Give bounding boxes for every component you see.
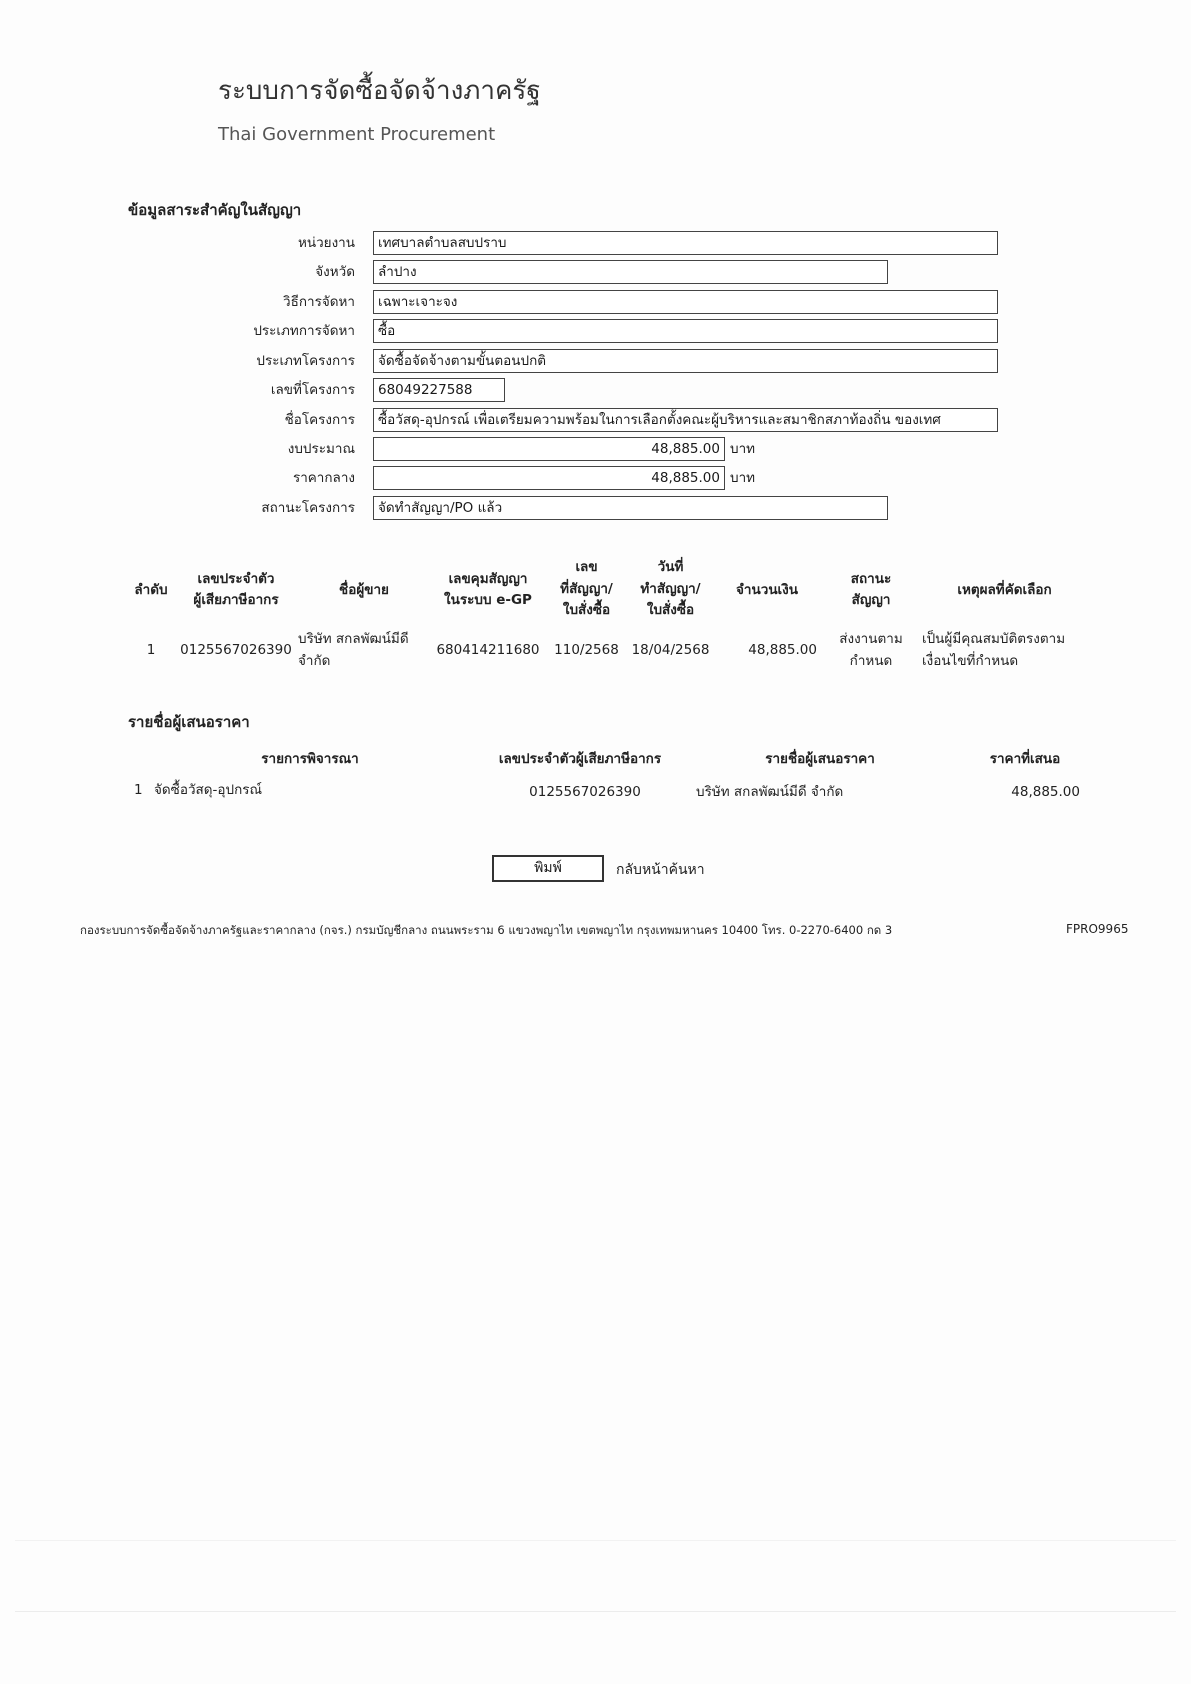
th-egp-2: ในระบบ e-GP xyxy=(444,592,532,608)
bidder-tax-id: 0125567026390 xyxy=(529,784,641,800)
th-date-2: ทำสัญญา/ xyxy=(640,581,701,597)
field-label: ราคากลาง xyxy=(292,470,355,486)
th-reason: เหตุผลที่คัดเลือก xyxy=(957,582,1052,598)
median-price-field: 48,885.00 xyxy=(373,466,725,490)
field-project-type xyxy=(125,349,355,373)
system-subtitle: Thai Government Procurement xyxy=(218,124,496,145)
project-name-field: ซื้อวัสดุ-อุปกรณ์ เพื่อเตรียมความพร้อมในการเลือกตั้งคณะผู้บริหารและสมาชิกสภาท้องถิ่น ของเทศ xyxy=(373,408,998,432)
th-tax-id-2: ผู้เสียภาษีอากร xyxy=(193,592,279,608)
cell-date: 18/04/2568 xyxy=(631,642,710,658)
cell-tax-id: 0125567026390 xyxy=(180,642,292,658)
print-button[interactable]: พิมพ์ xyxy=(492,855,604,882)
th-tax-id-1: เลขประจำตัว xyxy=(197,571,275,587)
budget-unit: บาท xyxy=(730,441,756,457)
cell-reason-2: เงื่อนไขที่กำหนด xyxy=(922,653,1019,669)
cell-status-1: ส่งงานตาม xyxy=(839,631,903,647)
cell-reason-1: เป็นผู้มีคุณสมบัติตรงตาม xyxy=(922,631,1066,647)
field-province xyxy=(125,260,355,284)
bidders-heading: รายชื่อผู้เสนอราคา xyxy=(128,713,250,731)
project-type-field: จัดซื้อจัดจ้างตามขั้นตอนปกติ xyxy=(373,349,998,373)
th-status-1: สถานะ xyxy=(850,571,892,587)
th-egp-1: เลขคุมสัญญา xyxy=(448,571,528,587)
contract-info-heading: ข้อมูลสาระสำคัญในสัญญา xyxy=(128,201,302,219)
cell-status-2: กำหนด xyxy=(849,653,893,669)
field-label: จังหวัด xyxy=(315,264,355,280)
field-label: สถานะโครงการ xyxy=(261,500,355,516)
footer-address: กองระบบการจัดซื้อจัดจ้างภาครัฐและราคากลาง (กจร.) กรมบัญชีกลาง ถนนพระราม 6 แขวงพญาไท เขตพญาไท กรุงเทพมหานคร 10400 โทร. 0-2270-6400 กด 3 xyxy=(80,923,893,937)
th-contract-no-1: เลข xyxy=(575,559,598,575)
field-agency xyxy=(125,231,355,255)
bidder-seq: 1 xyxy=(134,782,143,798)
th-seq: ลำดับ xyxy=(134,582,168,598)
status-field: จัดทำสัญญา/PO แล้ว xyxy=(373,496,888,520)
field-median-price xyxy=(125,466,355,490)
agency-field: เทศบาลตำบลสบปราบ xyxy=(373,231,998,255)
field-label: ประเภทการจัดหา xyxy=(253,323,355,339)
th-amount: จำนวนเงิน xyxy=(736,582,798,598)
cell-seller-1: บริษัท สกลพัฒน์มีดี xyxy=(298,631,409,647)
field-budget xyxy=(125,437,355,461)
th-seller: ชื่อผู้ขาย xyxy=(339,582,389,598)
project-no-field: 68049227588 xyxy=(373,378,505,402)
cell-contract-no: 110/2568 xyxy=(554,642,619,658)
median-price-unit: บาท xyxy=(730,470,756,486)
field-label: เลขที่โครงการ xyxy=(270,382,355,398)
scan-divider xyxy=(15,1611,1176,1612)
cell-amount: 48,885.00 xyxy=(748,642,817,658)
field-label: หน่วยงาน xyxy=(297,235,355,251)
th-date-1: วันที่ xyxy=(657,559,684,575)
cell-seq: 1 xyxy=(146,642,156,658)
province-field: ลำปาง xyxy=(373,260,888,284)
th-contract-no-2: ที่สัญญา/ xyxy=(560,581,613,597)
field-project-no xyxy=(125,378,355,402)
system-title: ระบบการจัดซื้อจัดจ้างภาครัฐ xyxy=(218,76,541,106)
budget-field: 48,885.00 xyxy=(373,437,725,461)
th-bidder-name: รายชื่อผู้เสนอราคา xyxy=(765,751,875,767)
field-procurement-type xyxy=(125,319,355,343)
bidder-item: จัดซื้อวัสดุ-อุปกรณ์ xyxy=(154,782,263,798)
field-label: งบประมาณ xyxy=(287,441,355,457)
th-price: ราคาที่เสนอ xyxy=(989,751,1061,767)
scan-divider xyxy=(15,1540,1176,1541)
cell-seller-2: จำกัด xyxy=(298,653,331,669)
th-contract-no-3: ใบสั่งซื้อ xyxy=(562,602,611,618)
field-label: วิธีการจัดหา xyxy=(283,294,355,310)
procurement-type-field: ซื้อ xyxy=(373,319,998,343)
field-status xyxy=(125,496,355,520)
field-label: ชื่อโครงการ xyxy=(284,412,355,428)
back-to-search-link[interactable]: กลับหน้าค้นหา xyxy=(616,862,705,878)
field-project-name xyxy=(125,408,355,432)
bidder-name: บริษัท สกลพัฒน์มีดี จำกัด xyxy=(696,784,844,800)
th-item: รายการพิจารณา xyxy=(261,751,359,767)
th-bidder-tax-id: เลขประจำตัวผู้เสียภาษีอากร xyxy=(498,751,662,767)
method-field: เฉพาะเจาะจง xyxy=(373,290,998,314)
footer-code: FPRO9965 xyxy=(1066,922,1129,936)
th-date-3: ใบสั่งซื้อ xyxy=(646,602,695,618)
bidder-price: 48,885.00 xyxy=(1011,784,1080,800)
cell-egp-no: 680414211680 xyxy=(436,642,540,658)
th-status-2: สัญญา xyxy=(851,592,891,608)
field-label: ประเภทโครงการ xyxy=(256,353,355,369)
field-method xyxy=(125,290,355,314)
